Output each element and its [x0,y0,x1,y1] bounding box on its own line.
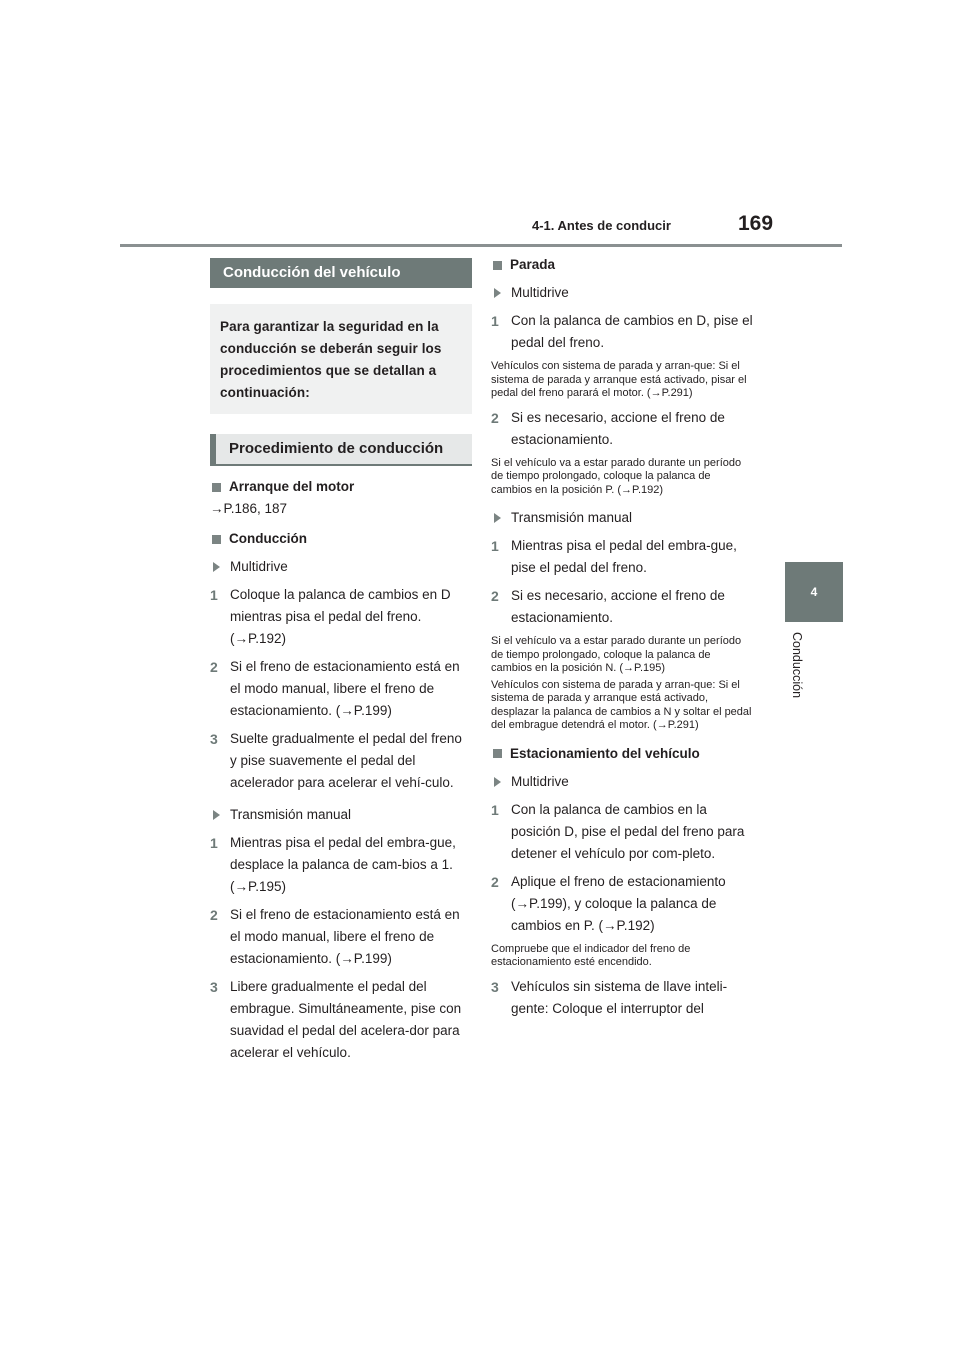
step-item: 2 Si el freno de estacionamiento está en el modo manual, libere el freno de estacionamiento. (→P.199) [210,907,460,966]
square-bullet-icon [493,749,502,758]
note-text: Compruebe que el indicador del freno de estacionamiento esté encendido. [491,942,691,968]
step-item: 3 Libere gradualmente el pedal del embrague. Simultáneamente, pise con suavidad el pedal del acelera-dor para acelerar el vehículo. [210,979,462,1060]
chapter-name: Conducción [790,632,804,699]
square-bullet-icon [493,261,502,270]
step-item: 1 Mientras pisa el pedal del embra-gue, desplace la palanca de cam-bios a 1. (→P.195) [210,835,456,894]
step-item: 1 Con la palanca de cambios en la posición D, pise el pedal del freno para detener el vehículo por com-pleto. [491,801,745,861]
step-item: 1 Con la palanca de cambios en D, pise el pedal del freno. [491,313,753,350]
step-item: 3 Vehículos sin sistema de llave inteli-gente: Coloque el interruptor del [491,978,728,1016]
variant-manual: Transmisión manual [210,804,472,826]
step-item: 1 Mientras pisa el pedal del embra-gue, pise el pedal del freno. [491,538,737,575]
right-column [491,254,753,1020]
chapter-number: 4 [810,585,818,599]
left-column [210,258,472,1064]
subheading-engine-start: Arranque del motor [210,476,472,498]
variant-manual: Transmisión manual [491,507,753,529]
note-text: Vehículos con sistema de parada y arran-que: Si el sistema de parada y arranque está activado, desplazar la palanca de cambios a N y soltar el pedal del embrague detendrá el motor. (→P.291) [491,678,752,731]
variant-multidrive: Multidrive [491,282,753,304]
note-text: Si el vehículo va a estar parado durante un período de tiempo prolongado, coloque la palanca de cambios en la posición N. (→P.195) [491,635,742,674]
subheading-parking: Estacionamiento del vehículo [491,743,753,765]
step-item: 2 Si es necesario, accione el freno de estacionamiento. [491,409,725,447]
subheading-driving: Conducción [210,528,472,550]
step-item: 2 Si el freno de estacionamiento está en el modo manual, libere el freno de estacionamiento. (→P.199) [210,659,460,718]
triangle-bullet-icon [494,777,501,787]
triangle-bullet-icon [213,810,220,820]
step-item: 2 Aplique el freno de estacionamiento (→P.199), y coloque la palanca de cambios en P. (→P.192) [491,873,726,933]
running-header: 4-1. Antes de conducir [532,218,671,233]
engine-start-reference: →P.186, 187 [210,501,288,516]
square-bullet-icon [212,483,221,492]
step-item: 2 Si es necesario, accione el freno de estacionamiento. [491,588,725,625]
page-number: 169 [738,212,774,235]
procedure-title: Procedimiento de conducción [210,434,472,466]
triangle-bullet-icon [494,288,501,298]
chapter-tab [785,562,843,622]
note-text: Si el vehículo va a estar parado durante un período de tiempo prolongado, coloque la palanca de cambios en la posición P. (→P.192) [491,456,742,496]
subheading-stop: Parada [491,254,753,276]
variant-multidrive: Multidrive [210,556,472,578]
step-item: 1 Coloque la palanca de cambios en D mientras pisa el pedal del freno. (→P.192) [210,587,451,646]
square-bullet-icon [212,535,221,544]
note-text: Vehículos con sistema de parada y arran-que: Si el sistema de parada y arranque está activado, pisar el pedal del freno parará el motor. (→P.291) [491,360,747,399]
chapter-tab-label [782,632,812,712]
triangle-bullet-icon [494,513,501,523]
section-title: Conducción del vehículo [210,258,472,288]
triangle-bullet-icon [213,562,220,572]
step-item: 3 Suelte gradualmente el pedal del freno y pise suavemente el pedal del acelerador para acelerar el vehí-culo. [210,731,462,790]
header-rule [120,244,842,247]
variant-multidrive: Multidrive [491,771,753,793]
intro-box: Para garantizar la seguridad en la conducción se deberán seguir los procedimientos que se detallan a continuación: [210,304,472,414]
